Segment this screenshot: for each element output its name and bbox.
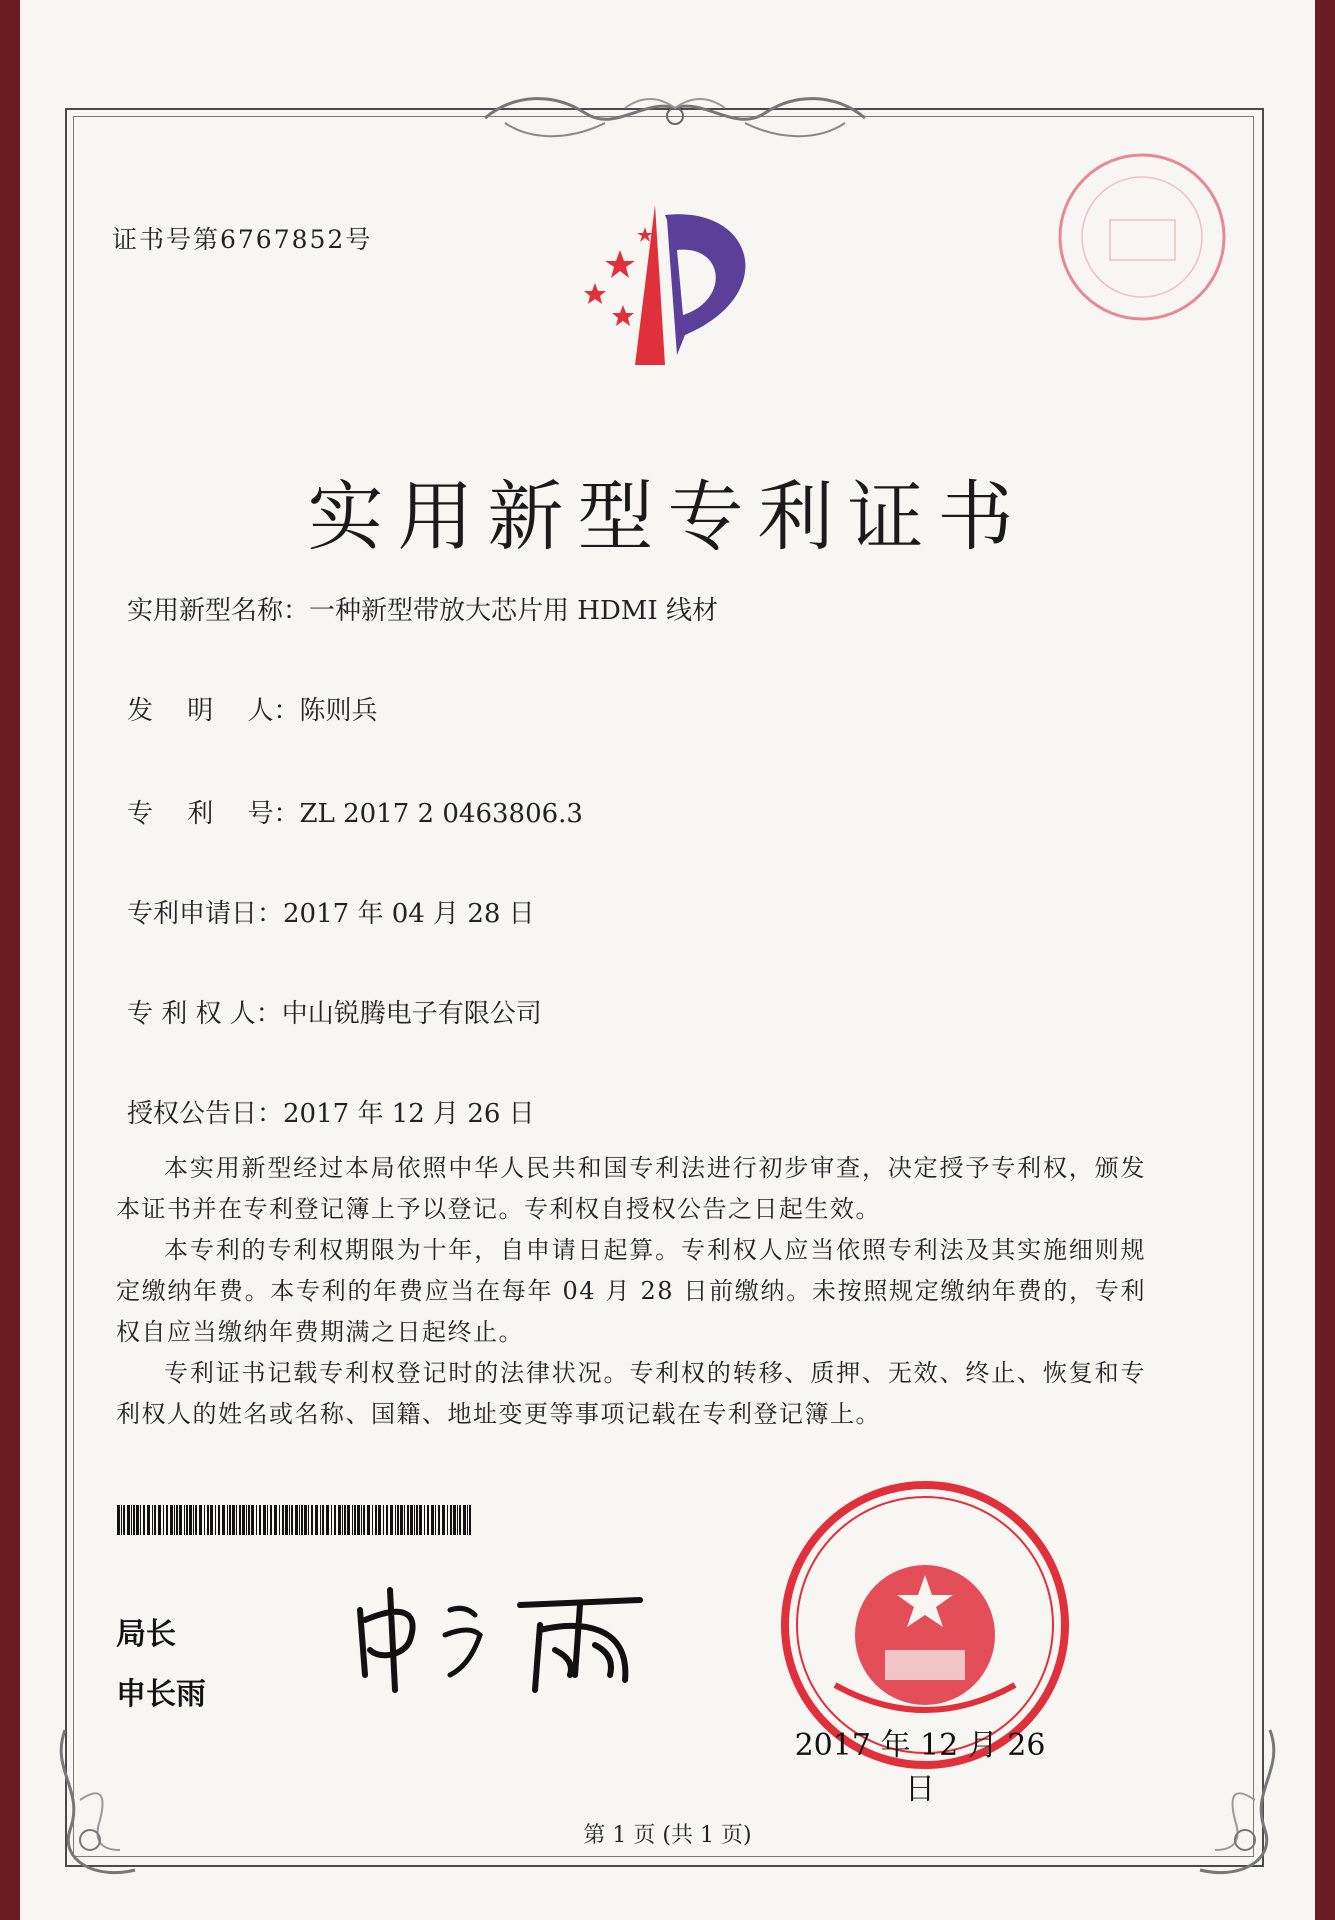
barcode-bar: [285, 1505, 288, 1535]
barcode-bar: [416, 1505, 418, 1535]
barcode-bar: [299, 1505, 300, 1535]
field-label: 授权公告日：: [127, 1099, 284, 1129]
barcode-bar: [186, 1505, 188, 1535]
barcode-bar: [407, 1505, 409, 1535]
patentee-field: [127, 993, 542, 1030]
director-name: 申长雨: [116, 1677, 206, 1712]
barcode-bar: [291, 1505, 293, 1535]
barcode-bar: [166, 1505, 168, 1535]
barcode-bar: [363, 1505, 365, 1535]
field-label: 专 利 权 人：: [127, 999, 282, 1029]
barcode-bar: [386, 1505, 388, 1535]
barcode-bar: [239, 1505, 241, 1535]
barcode-bar: [289, 1505, 290, 1535]
barcode-bar: [367, 1505, 370, 1535]
barcode-bar: [424, 1505, 425, 1535]
barcode-bar: [207, 1505, 209, 1535]
barcode-bar: [158, 1505, 161, 1535]
field-value: 中山锐腾电子有限公司: [281, 999, 542, 1029]
barcode-bar: [133, 1505, 135, 1535]
barcode-bar: [338, 1505, 341, 1535]
barcode-bar: [274, 1505, 277, 1535]
barcode-bar: [469, 1505, 471, 1535]
top-ornament: [475, 88, 875, 148]
barcode-bar: [152, 1505, 153, 1535]
barcode-bar: [248, 1505, 250, 1535]
barcode-bar: [378, 1505, 381, 1535]
barcode-bar: [347, 1505, 350, 1535]
barcode-bar: [301, 1505, 303, 1535]
barcode-bar: [342, 1505, 343, 1535]
barcode-bar: [136, 1505, 139, 1535]
barcode-bar: [357, 1505, 360, 1535]
barcode-bar: [390, 1505, 393, 1535]
barcode-bar: [259, 1505, 261, 1535]
barcode-bar: [143, 1505, 145, 1535]
barcode-bar: [419, 1505, 422, 1535]
patent-office-emblem: [565, 205, 780, 365]
barcode-bar: [404, 1505, 405, 1535]
barcode-bar: [410, 1505, 413, 1535]
patent-number-field: [127, 793, 583, 830]
barcode: [117, 1505, 477, 1535]
field-label: 实用新型名称：: [127, 596, 310, 626]
barcode-bar: [204, 1505, 205, 1535]
field-value: 一种新型带放大芯片用 HDMI 线材: [309, 596, 718, 626]
barcode-bar: [320, 1505, 321, 1535]
inventor-field: [127, 690, 378, 727]
barcode-bar: [242, 1505, 245, 1535]
barcode-bar: [229, 1505, 231, 1535]
corner-ornament-bottom-left: [45, 1720, 155, 1890]
statement-paragraph: 本专利的专利权期限为十年，自申请日起算。专利权人应当依照专利法及其实施细则规定缴纳年费。本专利的年费应当在每年 04 月 28 日前缴纳。未按照规定缴纳年费的，专利权自应当缴纳年费期满之日起终止。: [116, 1236, 1146, 1346]
barcode-bar: [163, 1505, 164, 1535]
barcode-bar: [227, 1505, 228, 1535]
barcode-bar: [463, 1505, 466, 1535]
barcode-bar: [270, 1505, 272, 1535]
barcode-bar: [383, 1505, 384, 1535]
barcode-bar: [431, 1505, 434, 1535]
certificate-sheet: [20, 0, 1315, 1920]
barcode-bar: [467, 1505, 468, 1535]
barcode-bar: [174, 1505, 175, 1535]
barcode-bar: [117, 1505, 120, 1535]
page-title: 实用新型专利证书: [307, 471, 1028, 561]
director-signature: [340, 1580, 670, 1700]
field-label: 专 利 号：: [127, 799, 300, 829]
field-value: 2017 年 04 月 28 日: [283, 899, 535, 929]
barcode-bar: [375, 1505, 377, 1535]
barcode-bar: [189, 1505, 192, 1535]
barcode-bar: [414, 1505, 415, 1535]
barcode-bar: [457, 1505, 458, 1535]
barcode-bar: [147, 1505, 150, 1535]
barcode-bar: [334, 1505, 336, 1535]
barcode-bar: [199, 1505, 202, 1535]
barcode-bar: [447, 1505, 448, 1535]
barcode-bar: [326, 1505, 329, 1535]
barcode-bar: [400, 1505, 403, 1535]
barcode-bar: [361, 1505, 362, 1535]
barcode-bar: [279, 1505, 280, 1535]
barcode-bar: [246, 1505, 247, 1535]
director-title: 局长: [116, 1617, 176, 1652]
barcode-bar: [131, 1505, 132, 1535]
barcode-bar: [453, 1505, 456, 1535]
small-seal-stamp: [1055, 150, 1230, 325]
barcode-bar: [344, 1505, 346, 1535]
barcode-bar: [311, 1505, 313, 1535]
field-value: 陈则兵: [299, 696, 378, 726]
barcode-bar: [176, 1505, 178, 1535]
barcode-bar: [395, 1505, 396, 1535]
certificate-statement: [116, 1148, 1146, 1435]
director-block: [116, 1605, 206, 1725]
barcode-bar: [295, 1505, 298, 1535]
barcode-bar: [127, 1505, 130, 1535]
barcode-bar: [427, 1505, 429, 1535]
statement-paragraph: 本实用新型经过本局依照中华人民共和国专利法进行初步审查，决定授予专利权，颁发本证书并在专利登记簿上予以登记。专利权自授权公告之日起生效。: [116, 1154, 1146, 1223]
statement-paragraph: 专利证书记载专利权登记时的法律状况。专利权的转移、质押、无效、终止、恢复和专利权人的姓名或名称、国籍、地址变更等事项记载在专利登记簿上。: [116, 1359, 1146, 1428]
barcode-bar: [354, 1505, 356, 1535]
barcode-bar: [315, 1505, 318, 1535]
field-value: ZL 2017 2 0463806.3: [299, 799, 583, 829]
utility-model-name-field: [127, 590, 718, 627]
grant-date-field: [127, 1093, 535, 1130]
field-label: 专利申请日：: [127, 899, 284, 929]
barcode-bar: [195, 1505, 197, 1535]
barcode-bar: [372, 1505, 373, 1535]
barcode-bar: [282, 1505, 284, 1535]
barcode-bar: [304, 1505, 307, 1535]
barcode-bar: [123, 1505, 125, 1535]
barcode-bar: [232, 1505, 235, 1535]
barcode-bar: [140, 1505, 141, 1535]
barcode-bar: [322, 1505, 324, 1535]
application-date-field: [127, 893, 535, 930]
barcode-bar: [179, 1505, 182, 1535]
barcode-bar: [352, 1505, 353, 1535]
certificate-number: 证书号第6767852号: [112, 225, 373, 254]
barcode-bar: [459, 1505, 461, 1535]
field-value: 2017 年 12 月 26 日: [283, 1099, 535, 1129]
barcode-bar: [215, 1505, 216, 1535]
barcode-bar: [267, 1505, 268, 1535]
barcode-bar: [170, 1505, 173, 1535]
barcode-bar: [397, 1505, 399, 1535]
seal-date: 2017 年 12 月 26 日: [794, 1728, 1046, 1807]
barcode-bar: [256, 1505, 257, 1535]
barcode-bar: [251, 1505, 254, 1535]
barcode-bar: [210, 1505, 213, 1535]
barcode-bar: [222, 1505, 225, 1535]
corner-ornament-bottom-right: [1180, 1720, 1290, 1890]
barcode-bar: [442, 1505, 445, 1535]
barcode-bar: [184, 1505, 185, 1535]
barcode-bar: [236, 1505, 237, 1535]
field-label: 发 明 人：: [127, 696, 300, 726]
barcode-bar: [218, 1505, 220, 1535]
barcode-bar: [121, 1505, 122, 1535]
barcode-bar: [308, 1505, 309, 1535]
barcode-bar: [193, 1505, 194, 1535]
barcode-bar: [435, 1505, 436, 1535]
barcode-bar: [438, 1505, 440, 1535]
barcode-bar: [331, 1505, 332, 1535]
barcode-bar: [263, 1505, 266, 1535]
barcode-bar: [450, 1505, 452, 1535]
page-number: 第 1 页 (共 1 页): [583, 1823, 752, 1848]
barcode-bar: [154, 1505, 156, 1535]
